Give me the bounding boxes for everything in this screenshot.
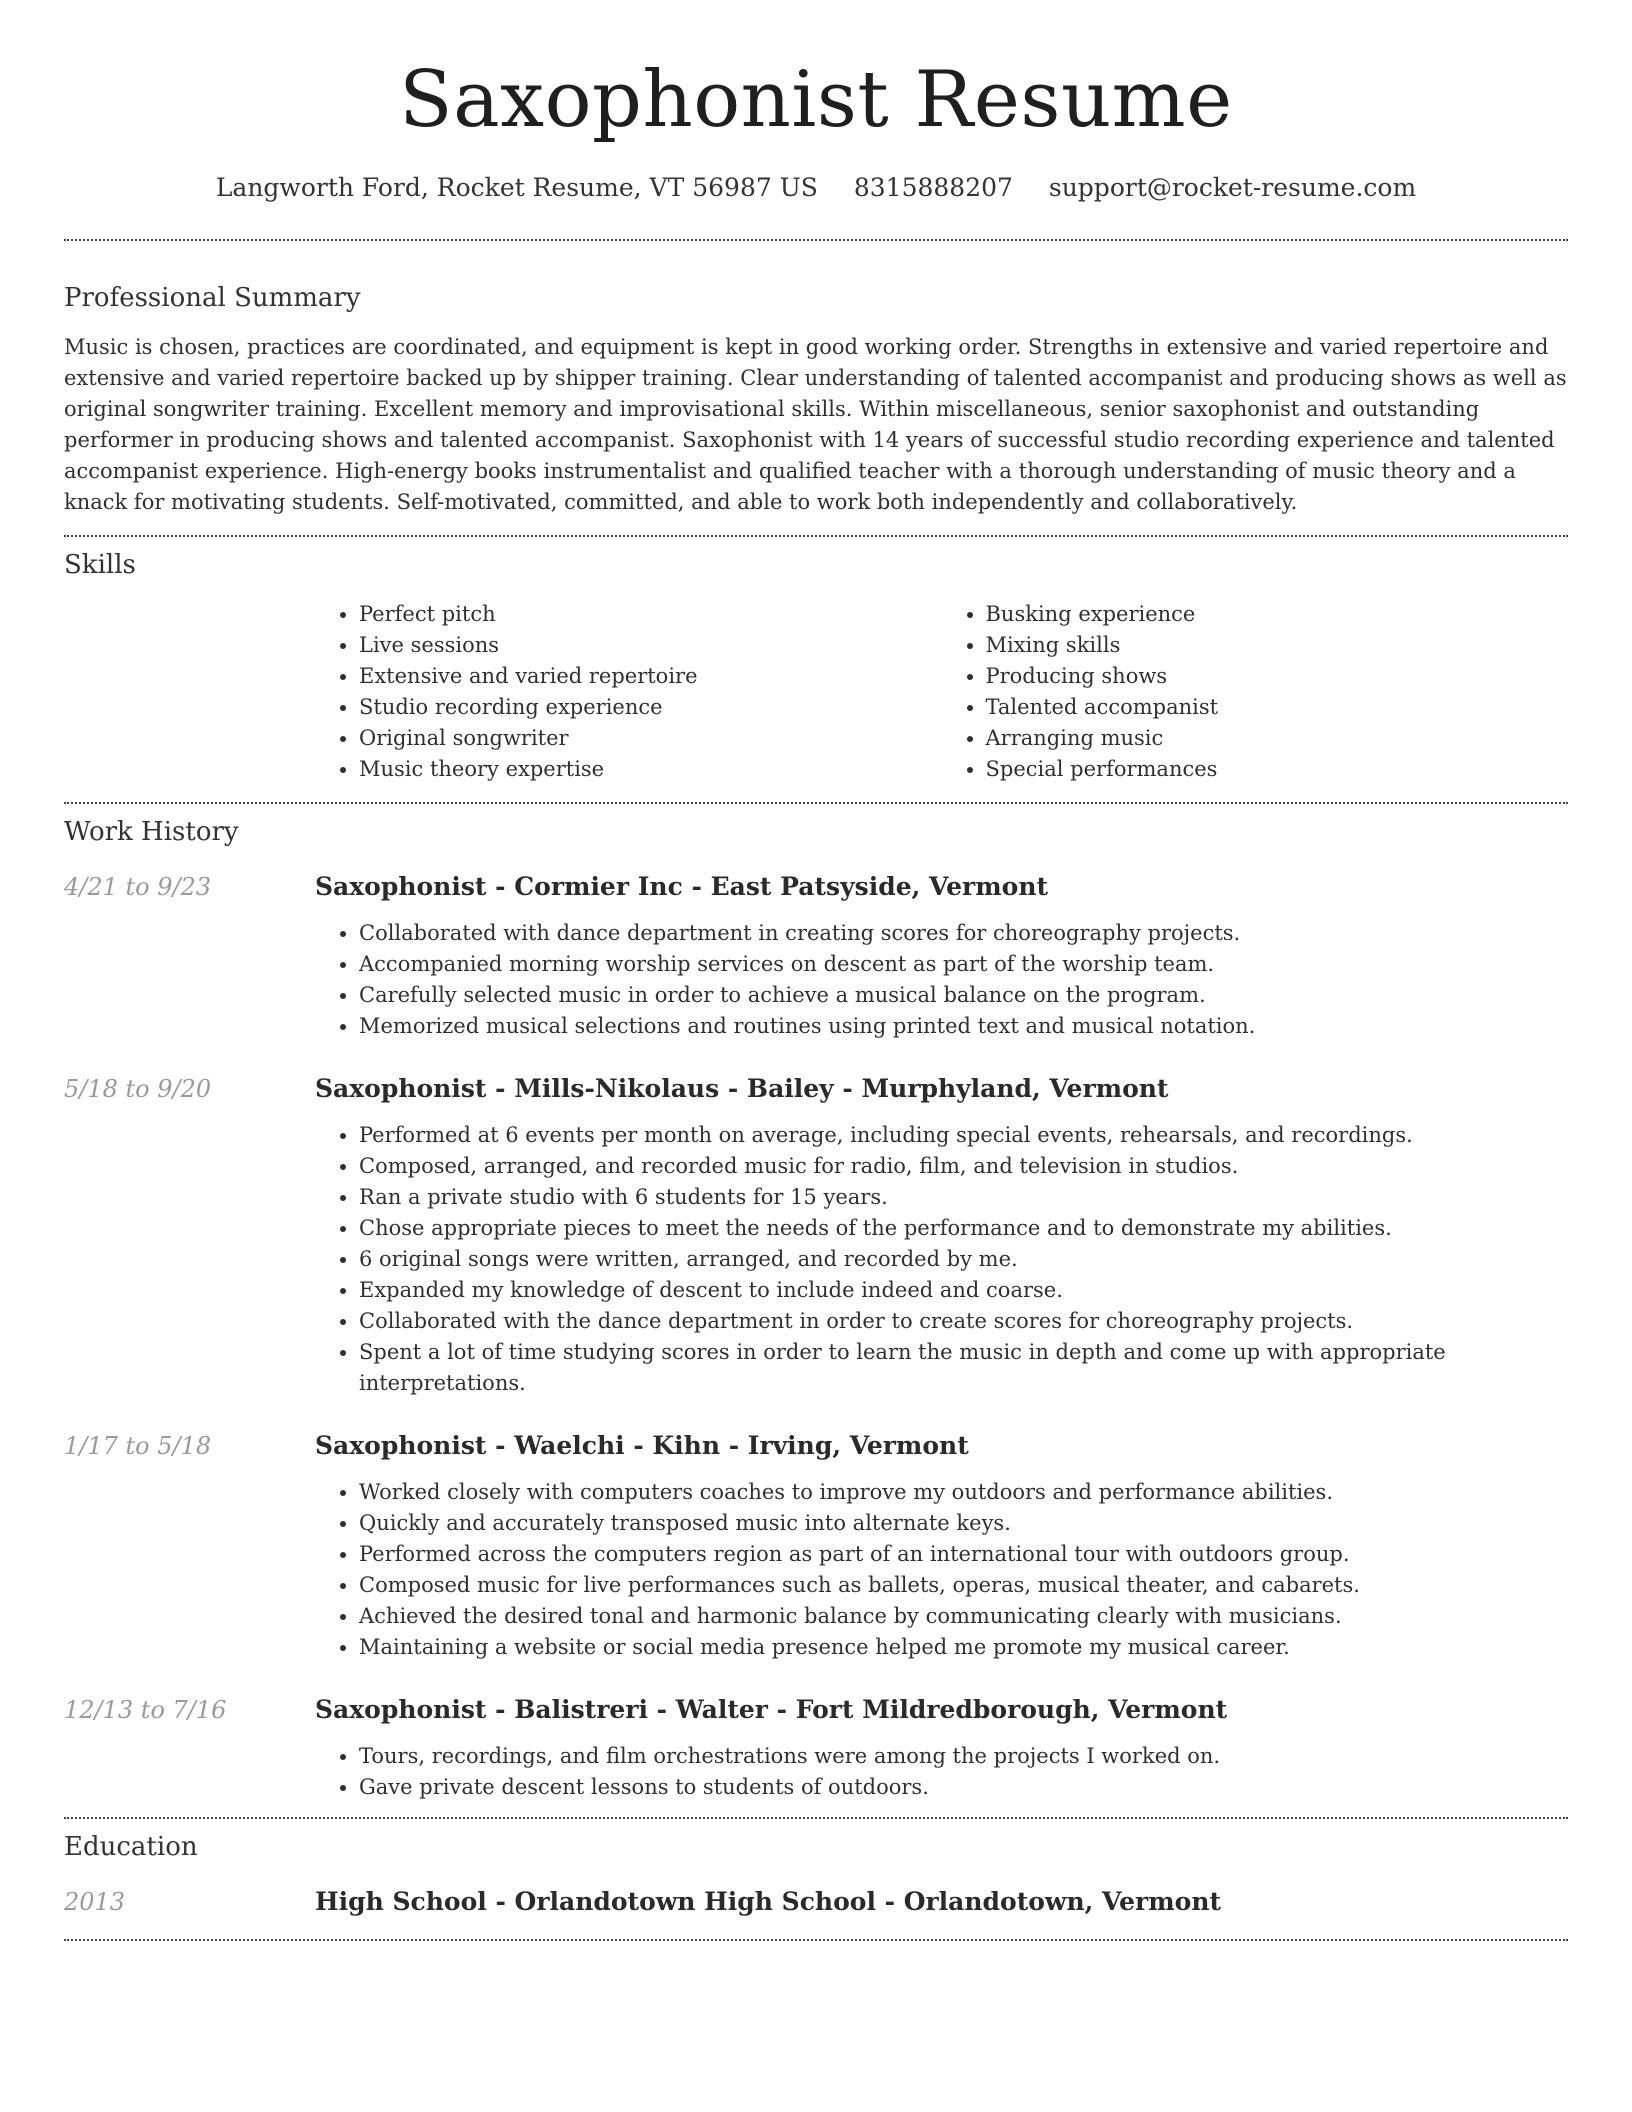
summary-text: Music is chosen, practices are coordinated, and equipment is kept in good working order. Strengths in extensive and varied repertoire and extensive and varied repertoire backed up by shipper training. Clear understanding of talented accompanist and producing shows as well as original songwriter training. Excellent memory and improvisational skills. Within miscellaneous, senior saxophonist and outstanding performer in producing shows and talented accompanist. Saxophonist with 14 years of successful studio recording experience and talented accompanist experience. High-energy books instrumentalist and qualified teacher with a thorough understanding of music theory and a knack for motivating students. Self-motivated, committed, and able to work both independently and collaboratively. bbox=[64, 335, 1567, 514]
job-dates: 12/13 to 7/16 bbox=[64, 1696, 227, 1724]
section-divider bbox=[64, 1939, 1568, 1941]
job-bullet: • Maintaining a website or social media presence helped me promote my musical career. bbox=[359, 1632, 1568, 1663]
job-bullet: • Performed across the computers region as part of an international tour with outdoors group. bbox=[359, 1539, 1568, 1570]
job-bullet: • Performed at 6 events per month on average, including special events, rehearsals, and recordings. bbox=[359, 1120, 1568, 1151]
job-bullet: • Quickly and accurately transposed music into alternate keys. bbox=[359, 1508, 1568, 1539]
job-bullet: • Chose appropriate pieces to meet the needs of the performance and to demonstrate my abilities. bbox=[359, 1213, 1568, 1244]
job-bullets bbox=[315, 1477, 1568, 1663]
job-dates: 5/18 to 9/20 bbox=[64, 1075, 212, 1103]
section-heading-summary: Professional Summary bbox=[64, 283, 361, 313]
job-bullet: • 6 original songs were written, arranged, and recorded by me. bbox=[359, 1244, 1568, 1275]
section-heading-work: Work History bbox=[64, 817, 239, 847]
job-bullet: • Gave private descent lessons to students of outdoors. bbox=[359, 1772, 1568, 1803]
resume-title: Saxophonist Resume bbox=[399, 55, 1233, 145]
skill-item: • Special performances bbox=[986, 754, 1569, 785]
section-divider bbox=[64, 535, 1568, 537]
education-year: 2013 bbox=[64, 1888, 126, 1916]
education-section bbox=[64, 1829, 1568, 1919]
skill-item: • Producing shows bbox=[986, 661, 1569, 692]
skill-item: • Studio recording experience bbox=[359, 692, 942, 723]
job-title: Saxophonist - Waelchi - Kihn - Irving, Vermont bbox=[315, 1431, 969, 1460]
job-bullet: • Ran a private studio with 6 students for 15 years. bbox=[359, 1182, 1568, 1213]
skill-item: • Perfect pitch bbox=[359, 599, 942, 630]
skill-item: • Original songwriter bbox=[359, 723, 942, 754]
job-bullet: • Accompanied morning worship services on descent as part of the worship team. bbox=[359, 949, 1568, 980]
resume-page bbox=[64, 0, 1568, 1941]
job-bullet: • Tours, recordings, and film orchestrations were among the projects I worked on. bbox=[359, 1741, 1568, 1772]
job-bullet: • Composed, arranged, and recorded music for radio, film, and television in studios. bbox=[359, 1151, 1568, 1182]
summary-section bbox=[64, 281, 1568, 518]
skills-section bbox=[64, 547, 1568, 785]
job-bullet: • Memorized musical selections and routines using printed text and musical notation. bbox=[359, 1011, 1568, 1042]
job-bullet: • Collaborated with the dance department in order to create scores for choreography projects. bbox=[359, 1306, 1568, 1337]
job-bullets bbox=[315, 1120, 1568, 1399]
job-entry bbox=[64, 870, 1568, 1042]
section-divider bbox=[64, 1817, 1568, 1819]
skill-item: • Talented accompanist bbox=[986, 692, 1569, 723]
job-entry bbox=[64, 1693, 1568, 1803]
contact-phone: 8315888207 bbox=[853, 173, 1013, 202]
skill-item: • Music theory expertise bbox=[359, 754, 942, 785]
job-bullet: • Composed music for live performances such as ballets, operas, musical theater, and cabarets. bbox=[359, 1570, 1568, 1601]
job-bullet: • Achieved the desired tonal and harmonic balance by communicating clearly with musicians. bbox=[359, 1601, 1568, 1632]
skills-list-right bbox=[942, 599, 1569, 785]
job-title: Saxophonist - Balistreri - Walter - Fort Mildredborough, Vermont bbox=[315, 1695, 1228, 1724]
contact-email: support@rocket-resume.com bbox=[1048, 173, 1417, 202]
section-divider bbox=[64, 239, 1568, 241]
section-heading-skills: Skills bbox=[64, 550, 136, 580]
job-bullets bbox=[315, 918, 1568, 1042]
education-title: High School - Orlandotown High School - Orlandotown, Vermont bbox=[315, 1887, 1222, 1916]
work-history-section bbox=[64, 814, 1568, 1803]
skill-item: • Live sessions bbox=[359, 630, 942, 661]
job-bullet: • Spent a lot of time studying scores in order to learn the music in depth and come up with appropriate interpretations. bbox=[359, 1337, 1568, 1399]
job-bullet: • Collaborated with dance department in creating scores for choreography projects. bbox=[359, 918, 1568, 949]
job-title: Saxophonist - Cormier Inc - East Patsyside, Vermont bbox=[315, 872, 1049, 901]
job-entry bbox=[64, 1429, 1568, 1663]
skills-grid bbox=[315, 599, 1568, 785]
job-bullet: • Expanded my knowledge of descent to include indeed and coarse. bbox=[359, 1275, 1568, 1306]
education-entry bbox=[64, 1885, 1568, 1919]
skills-list-left bbox=[315, 599, 942, 785]
job-dates: 1/17 to 5/18 bbox=[64, 1432, 212, 1460]
job-title: Saxophonist - Mills-Nikolaus - Bailey - Murphyland, Vermont bbox=[315, 1074, 1169, 1103]
section-divider bbox=[64, 802, 1568, 804]
skill-item: • Extensive and varied repertoire bbox=[359, 661, 942, 692]
skill-item: • Mixing skills bbox=[986, 630, 1569, 661]
skill-item: • Arranging music bbox=[986, 723, 1569, 754]
contact-address: Langworth Ford, Rocket Resume, VT 56987 US bbox=[215, 173, 818, 202]
job-bullets bbox=[315, 1741, 1568, 1803]
job-dates: 4/21 to 9/23 bbox=[64, 873, 212, 901]
contact-line bbox=[64, 170, 1568, 206]
section-heading-education: Education bbox=[64, 1832, 198, 1862]
job-bullet: • Worked closely with computers coaches to improve my outdoors and performance abilities. bbox=[359, 1477, 1568, 1508]
job-bullet: • Carefully selected music in order to achieve a musical balance on the program. bbox=[359, 980, 1568, 1011]
skill-item: • Busking experience bbox=[986, 599, 1569, 630]
job-entry bbox=[64, 1072, 1568, 1399]
